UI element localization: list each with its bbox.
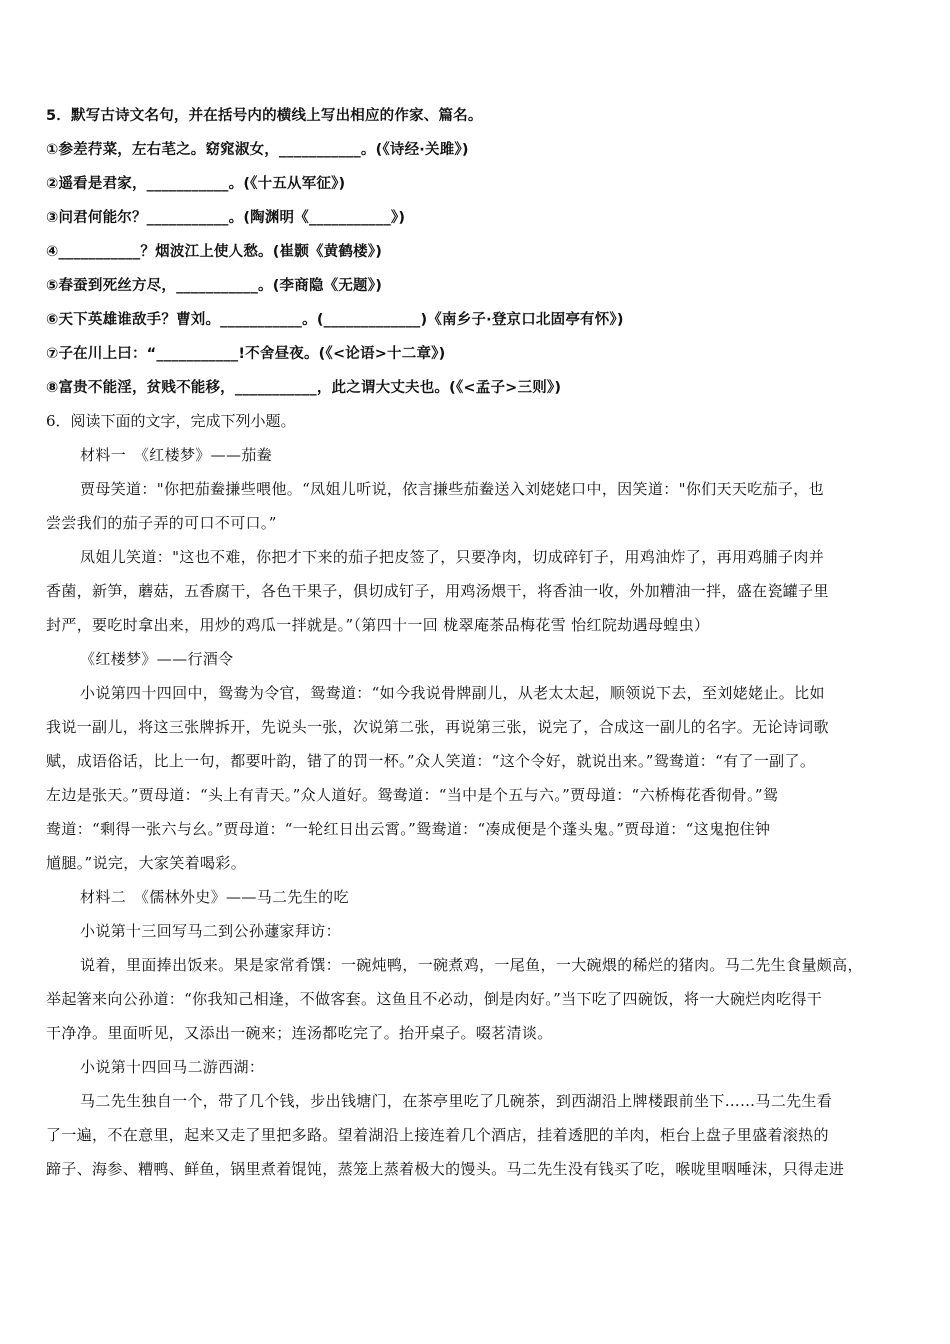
- material-1-subheading: 《红楼梦》——行酒令: [80, 650, 234, 668]
- paragraph-line: 小说第十四回马二游西湖：: [80, 1058, 265, 1076]
- paragraph-line: 馗腿。”说完，大家笑着喝彩。: [46, 854, 247, 872]
- q5-item-2: ②遥看是君家，___________。(《十五从军征》): [46, 176, 346, 192]
- paragraph-line: 小说第四十四回中，鸳鸯为令官，鸳鸯道：“如今我说骨牌副儿，从老太太起，顺领说下去，至刘姥姥止。比如: [80, 684, 825, 702]
- material-2-heading: 材料二 《儒林外史》——马二先生的吃: [80, 888, 349, 906]
- paragraph-line: 举起箸来向公孙道：“你我知己相逢，不做客套。这鱼且不必动，倒是肉好。”当下吃了四碗饭，将一大碗烂肉吃得干: [46, 990, 823, 1008]
- question-5-title: 5．默写古诗文名句，并在括号内的横线上写出相应的作家、篇名。: [46, 108, 483, 124]
- q5-item-5: ⑤春蚕到死丝方尽，___________。(李商隐《无题》): [46, 278, 383, 294]
- paragraph-line: 我说一副儿，将这三张牌拆开，先说头一张，次说第二张，再说第三张，说完了，合成这一副儿的名字。无论诗词歌: [46, 718, 829, 736]
- q5-item-6: ⑥天下英雄谁敌手？曹刘。___________。(_____________)《南乡子·登京口北固亭有怀》): [46, 312, 624, 328]
- paragraph-line: 小说第十三回写马二到公孙蘧家拜访：: [80, 922, 341, 940]
- q5-item-3: ③问君何能尔？___________。(陶渊明《___________》): [46, 210, 406, 226]
- paragraph-line: 了一遍，不在意里，起来又走了里把多路。望着湖沿上接连着几个酒店，挂着透肥的羊肉，柜台上盘子里盛着滚热的: [46, 1126, 829, 1144]
- paragraph-line: 凤姐儿笑道："这也不难，你把才下来的茄子把皮签了，只要净肉，切成碎钉子，用鸡油炸了，再用鸡脯子肉并: [80, 548, 825, 566]
- material-1-heading: 材料一 《红楼梦》——茄鲞: [80, 446, 273, 464]
- question-6-title: 6．阅读下面的文字，完成下列小题。: [46, 412, 296, 430]
- q5-item-8: ⑧富贵不能淫，贫贱不能移，___________，此之谓大丈夫也。(《<孟子>三则》): [46, 380, 562, 396]
- paragraph-line: 鸯道：“剩得一张六与幺。”贾母道：“一轮红日出云霄。”鸳鸯道：“凑成便是个蓬头鬼。”贾母道：“这鬼抱住钟: [46, 820, 771, 838]
- paragraph-line: 左边是张天。”贾母道：“头上有青天。”众人道好。鸳鸯道：“当中是个五与六。”贾母道：“六桥梅花香彻骨。”鸳: [46, 786, 779, 804]
- paragraph-line: 赋，成语俗话，比上一句，都要叶韵，错了的罚一杯。”众人笑道：“这个令好，就说出来。”鸳鸯道：“有了一副了。: [46, 752, 816, 770]
- q5-item-4: ④___________？烟波江上使人愁。(崔颢《黄鹤楼》): [46, 244, 383, 260]
- paragraph-line: 说着，里面捧出饭来。果是家常肴馔：一碗炖鸭，一碗煮鸡，一尾鱼，一大碗煨的稀烂的猪肉。马二先生食量颇高，: [80, 956, 863, 974]
- paragraph-line: 蹄子、海参、糟鸭、鲜鱼，锅里煮着馄饨，蒸笼上蒸着极大的馒头。马二先生没有钱买了吃，喉咙里咽唾沫，只得走进: [46, 1160, 845, 1178]
- q5-item-1: ①参差荇菜，左右芼之。窈窕淑女，___________。(《诗经·关雎》): [46, 142, 469, 158]
- paragraph-line: 封严，要吃时拿出来，用炒的鸡瓜一拌就是。”（第四十一回 栊翠庵茶品梅花雪 怡红院劫遇母蝗虫）: [46, 616, 710, 634]
- paragraph-line: 尝尝我们的茄子弄的可口不可口。”: [46, 514, 277, 532]
- q5-item-7: ⑦子在川上曰：“___________!不舍昼夜。(《<论语>十二章》): [46, 346, 446, 362]
- paragraph-line: 马二先生独自一个，带了几个钱，步出钱塘门，在茶亭里吃了几碗茶，到西湖沿上牌楼跟前坐下……马二先生看: [80, 1092, 833, 1110]
- paragraph-line: 贾母笑道："你把茄鲞搛些喂他。“凤姐儿听说，依言搛些茄鲞送入刘姥姥口中，因笑道："你们天天吃茄子，也: [80, 480, 824, 498]
- paragraph-line: 香菌，新笋，蘑菇，五香腐干，各色干果子，俱切成钉子，用鸡汤煨干，将香油一收，外加糟油一拌，盛在瓷罐子里: [46, 582, 829, 600]
- paragraph-line: 干净净。里面听见，又添出一碗来；连汤都吃完了。抬开桌子。啜茗清谈。: [46, 1024, 553, 1042]
